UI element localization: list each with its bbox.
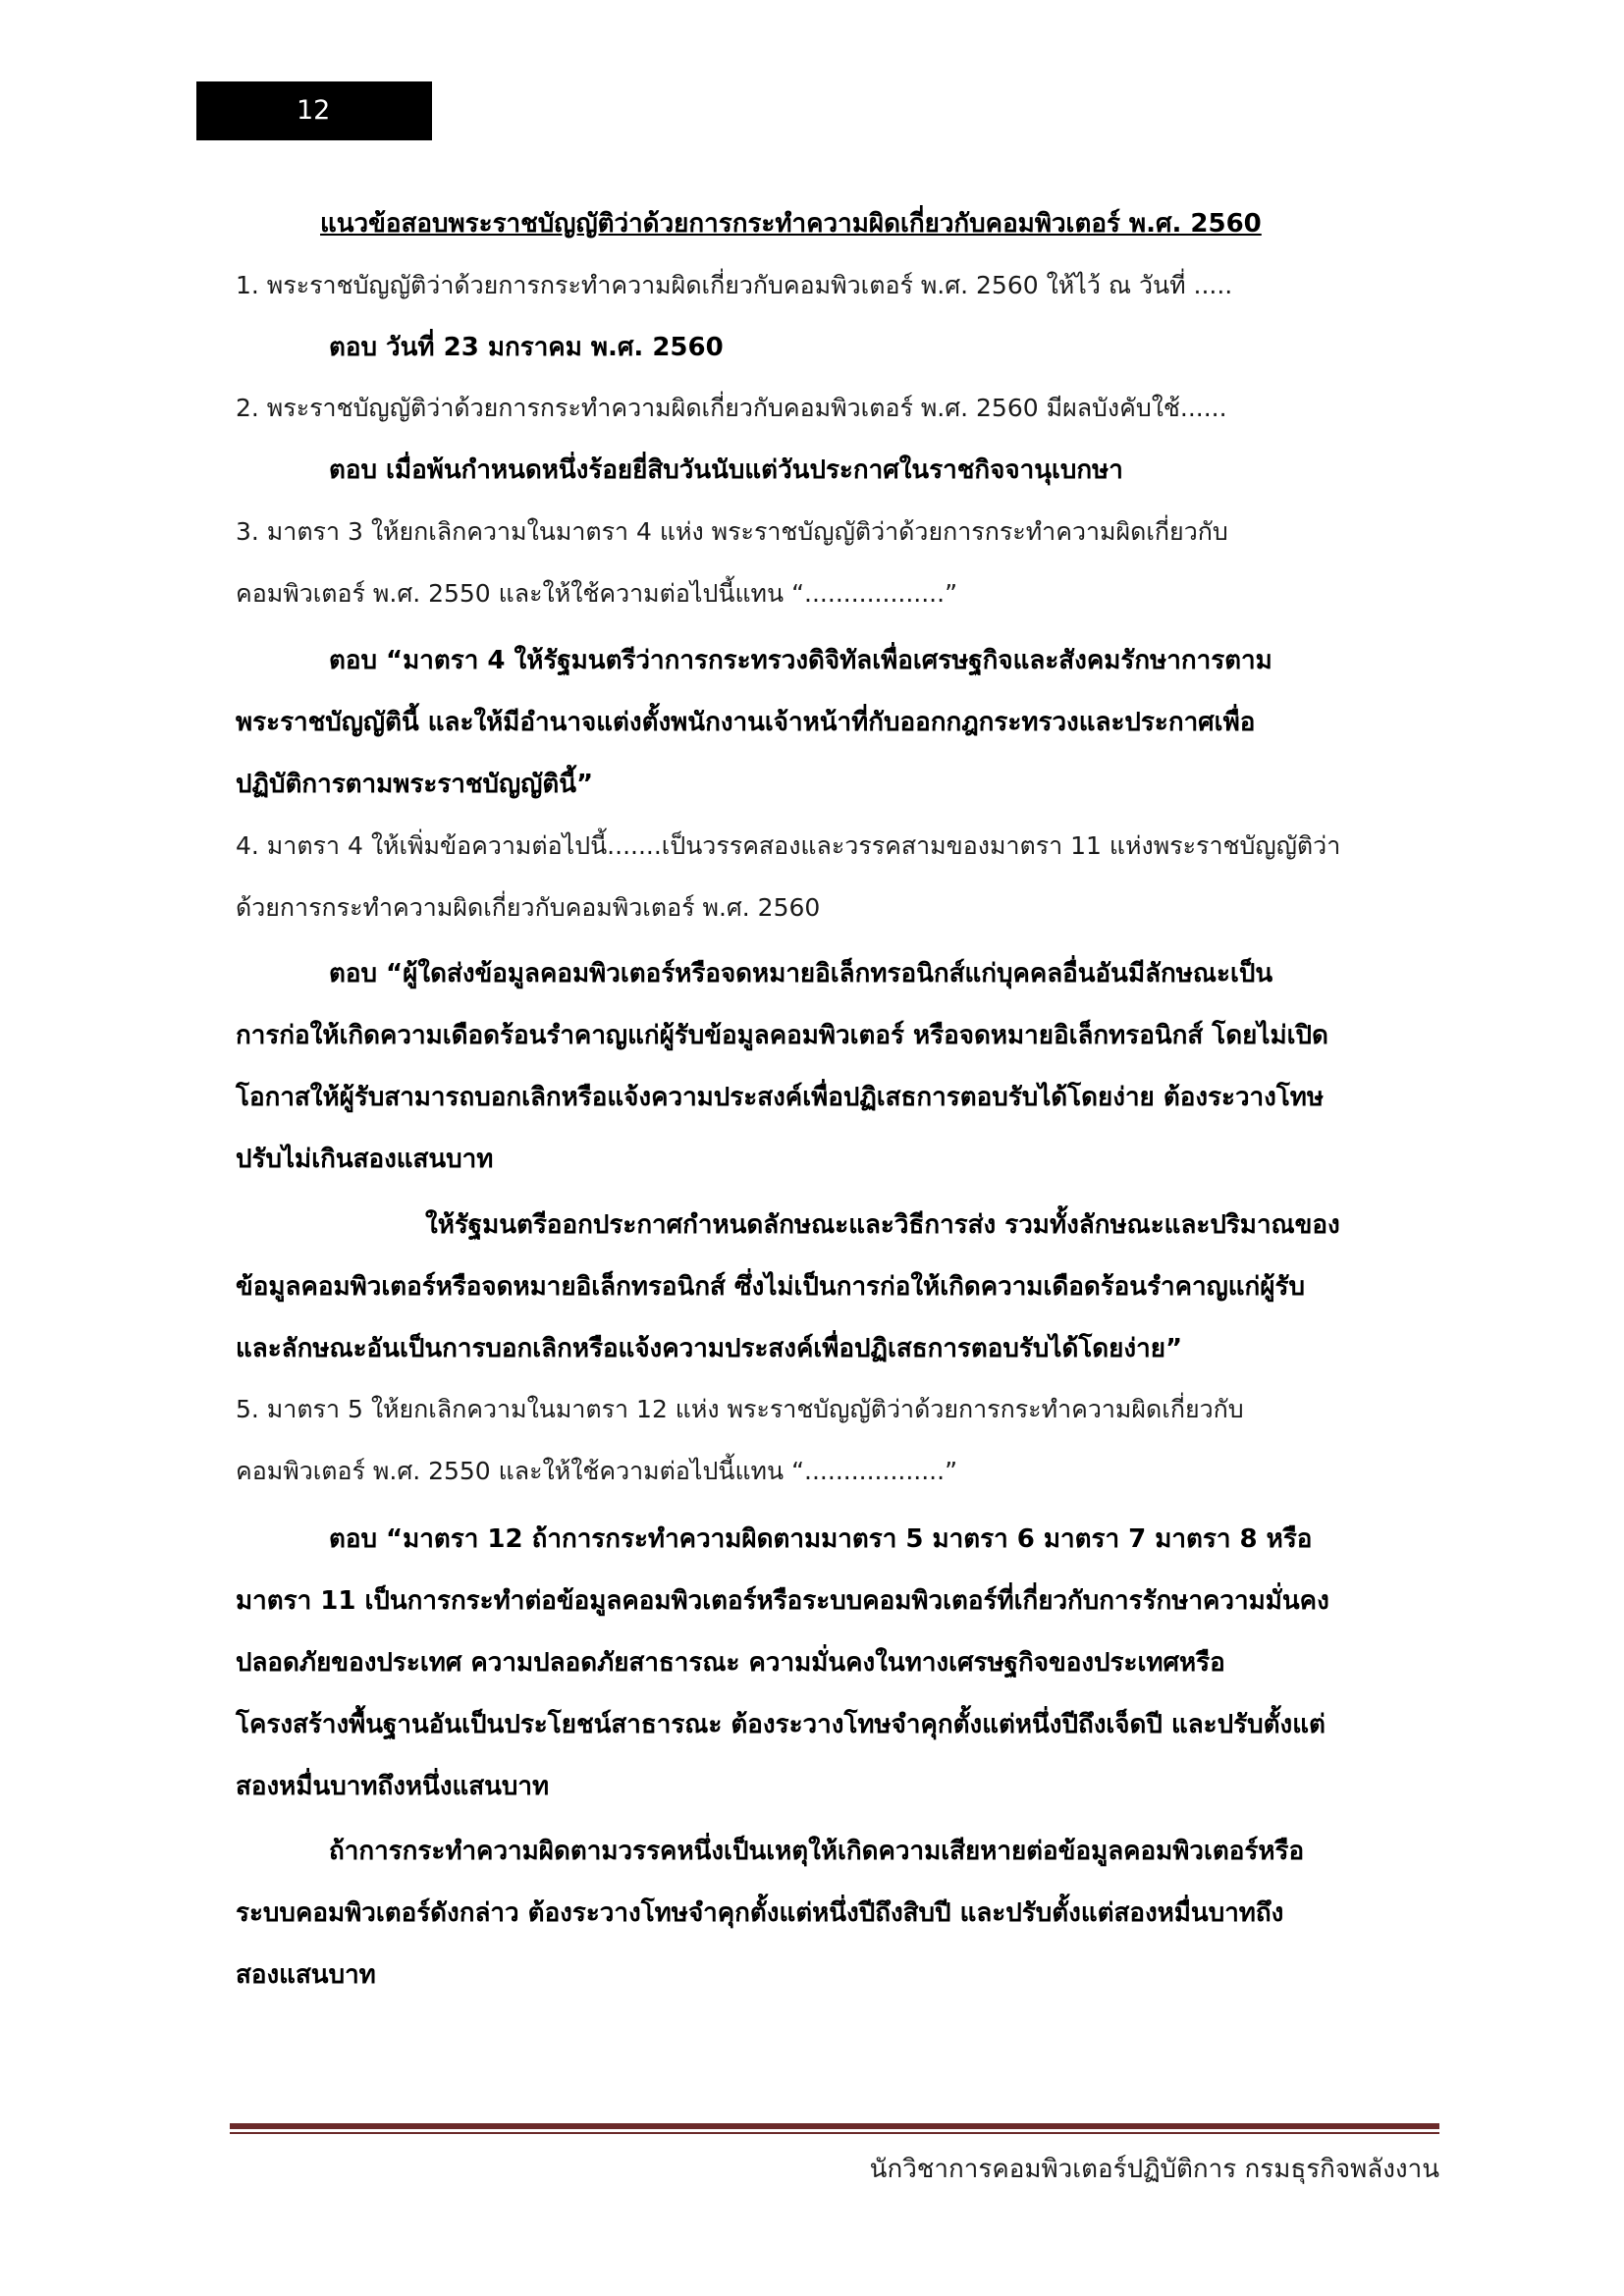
answer-5-line-2: มาตรา 11 เป็นการกระทำต่อข้อมูลคอมพิวเตอร์หรือระบบคอมพิวเตอร์ที่เกี่ยวกับการรักษาความมั่นคง [236, 1586, 1329, 1616]
footer-text: นักวิชาการคอมพิวเตอร์ปฏิบัติการ กรมธุรกิจพลังงาน [869, 2155, 1439, 2184]
answer-5-line-3: ปลอดภัยของประเทศ ความปลอดภัยสาธารณะ ความมั่นคงในทางเศรษฐกิจของประเทศหรือ [236, 1648, 1225, 1678]
page-number: 12 [297, 95, 331, 126]
question-1: 1. พระราชบัญญัติว่าด้วยการกระทำความผิดเกี่ยวกับคอมพิวเตอร์ พ.ศ. 2560 ให้ไว้ ณ วันที่ ..... [236, 271, 1233, 299]
answer-4-line-7: และลักษณะอันเป็นการบอกเลิกหรือแจ้งความประสงค์เพื่อปฏิเสธการตอบรับได้โดยง่าย” [236, 1334, 1183, 1363]
document-title: แนวข้อสอบพระราชบัญญัติว่าด้วยการกระทำความผิดเกี่ยวกับคอมพิวเตอร์ พ.ศ. 2560 [320, 209, 1262, 239]
page-number-badge [196, 81, 432, 140]
question-5-line-2: คอมพิวเตอร์ พ.ศ. 2550 และให้ใช้ความต่อไปนี้แทน “..................” [236, 1457, 958, 1485]
footer-divider-thin [230, 2132, 1439, 2134]
answer-5-line-1: ตอบ “มาตรา 12 ถ้าการกระทำความผิดตามมาตรา 5 มาตรา 6 มาตรา 7 มาตรา 8 หรือ [329, 1524, 1313, 1554]
footer-divider [230, 2123, 1439, 2129]
answer-5-line-5: สองหมื่นบาทถึงหนึ่งแสนบาท [236, 1772, 550, 1801]
answer-4-line-1: ตอบ “ผู้ใดส่งข้อมูลคอมพิวเตอร์หรือจดหมายอิเล็กทรอนิกส์แก่บุคคลอื่นอันมีลักษณะเป็น [329, 959, 1273, 988]
question-3-line-2: คอมพิวเตอร์ พ.ศ. 2550 และให้ใช้ความต่อไปนี้แทน “..................” [236, 579, 958, 608]
answer-3-line-1: ตอบ “มาตรา 4 ให้รัฐมนตรีว่าการกระทรวงดิจิทัลเพื่อเศรษฐกิจและสังคมรักษาการตาม [329, 646, 1272, 675]
answer-2: ตอบ เมื่อพ้นกำหนดหนึ่งร้อยยี่สิบวันนับแต่วันประกาศในราชกิจจานุเบกษา [329, 455, 1123, 485]
answer-1: ตอบ วันที่ 23 มกราคม พ.ศ. 2560 [329, 333, 724, 362]
question-2: 2. พระราชบัญญัติว่าด้วยการกระทำความผิดเกี่ยวกับคอมพิวเตอร์ พ.ศ. 2560 มีผลบังคับใช้...... [236, 394, 1227, 422]
answer-5-line-6: ถ้าการกระทำความผิดตามวรรคหนึ่งเป็นเหตุให้เกิดความเสียหายต่อข้อมูลคอมพิวเตอร์หรือ [329, 1837, 1305, 1866]
answer-5-line-8: สองแสนบาท [236, 1960, 376, 1990]
question-4-line-1: 4. มาตรา 4 ให้เพิ่มข้อความต่อไปนี้.......เป็นวรรคสองและวรรคสามของมาตรา 11 แห่งพระราชบัญญัติว่า [236, 831, 1341, 860]
question-4-line-2: ด้วยการกระทำความผิดเกี่ยวกับคอมพิวเตอร์ พ.ศ. 2560 [236, 893, 821, 922]
answer-4-line-3: โอกาสให้ผู้รับสามารถบอกเลิกหรือแจ้งความประสงค์เพื่อปฏิเสธการตอบรับได้โดยง่าย ต้องระวางโทษ [236, 1083, 1325, 1112]
question-3-line-1: 3. มาตรา 3 ให้ยกเลิกความในมาตรา 4 แห่ง พระราชบัญญัติว่าด้วยการกระทำความผิดเกี่ยวกับ [236, 517, 1228, 546]
answer-3-line-3: ปฏิบัติการตามพระราชบัญญัตินี้” [236, 770, 594, 799]
answer-4-line-6: ข้อมูลคอมพิวเตอร์หรือจดหมายอิเล็กทรอนิกส์ ซึ่งไม่เป็นการก่อให้เกิดความเดือดร้อนรำคาญแก่ผู้รับ [236, 1272, 1305, 1302]
answer-4-line-5: ให้รัฐมนตรีออกประกาศกำหนดลักษณะและวิธีการส่ง รวมทั้งลักษณะและปริมาณของ [425, 1210, 1340, 1240]
answer-5-line-4: โครงสร้างพื้นฐานอันเป็นประโยชน์สาธารณะ ต้องระวางโทษจำคุกตั้งแต่หนึ่งปีถึงเจ็ดปี และปรับตั้งแต่ [236, 1710, 1326, 1739]
answer-4-line-4: ปรับไม่เกินสองแสนบาท [236, 1145, 494, 1174]
question-5-line-1: 5. มาตรา 5 ให้ยกเลิกความในมาตรา 12 แห่ง พระราชบัญญัติว่าด้วยการกระทำความผิดเกี่ยวกับ [236, 1395, 1244, 1423]
answer-4-line-2: การก่อให้เกิดความเดือดร้อนรำคาญแก่ผู้รับข้อมูลคอมพิวเตอร์ หรือจดหมายอิเล็กทรอนิกส์ โดยไม่เปิด [236, 1021, 1328, 1050]
answer-3-line-2: พระราชบัญญัตินี้ และให้มีอำนาจแต่งตั้งพนักงานเจ้าหน้าที่กับออกกฎกระทรวงและประกาศเพื่อ [236, 708, 1256, 737]
answer-5-line-7: ระบบคอมพิวเตอร์ดังกล่าว ต้องระวางโทษจำคุกตั้งแต่หนึ่งปีถึงสิบปี และปรับตั้งแต่สองหมื่นบาทถึง [236, 1898, 1284, 1928]
